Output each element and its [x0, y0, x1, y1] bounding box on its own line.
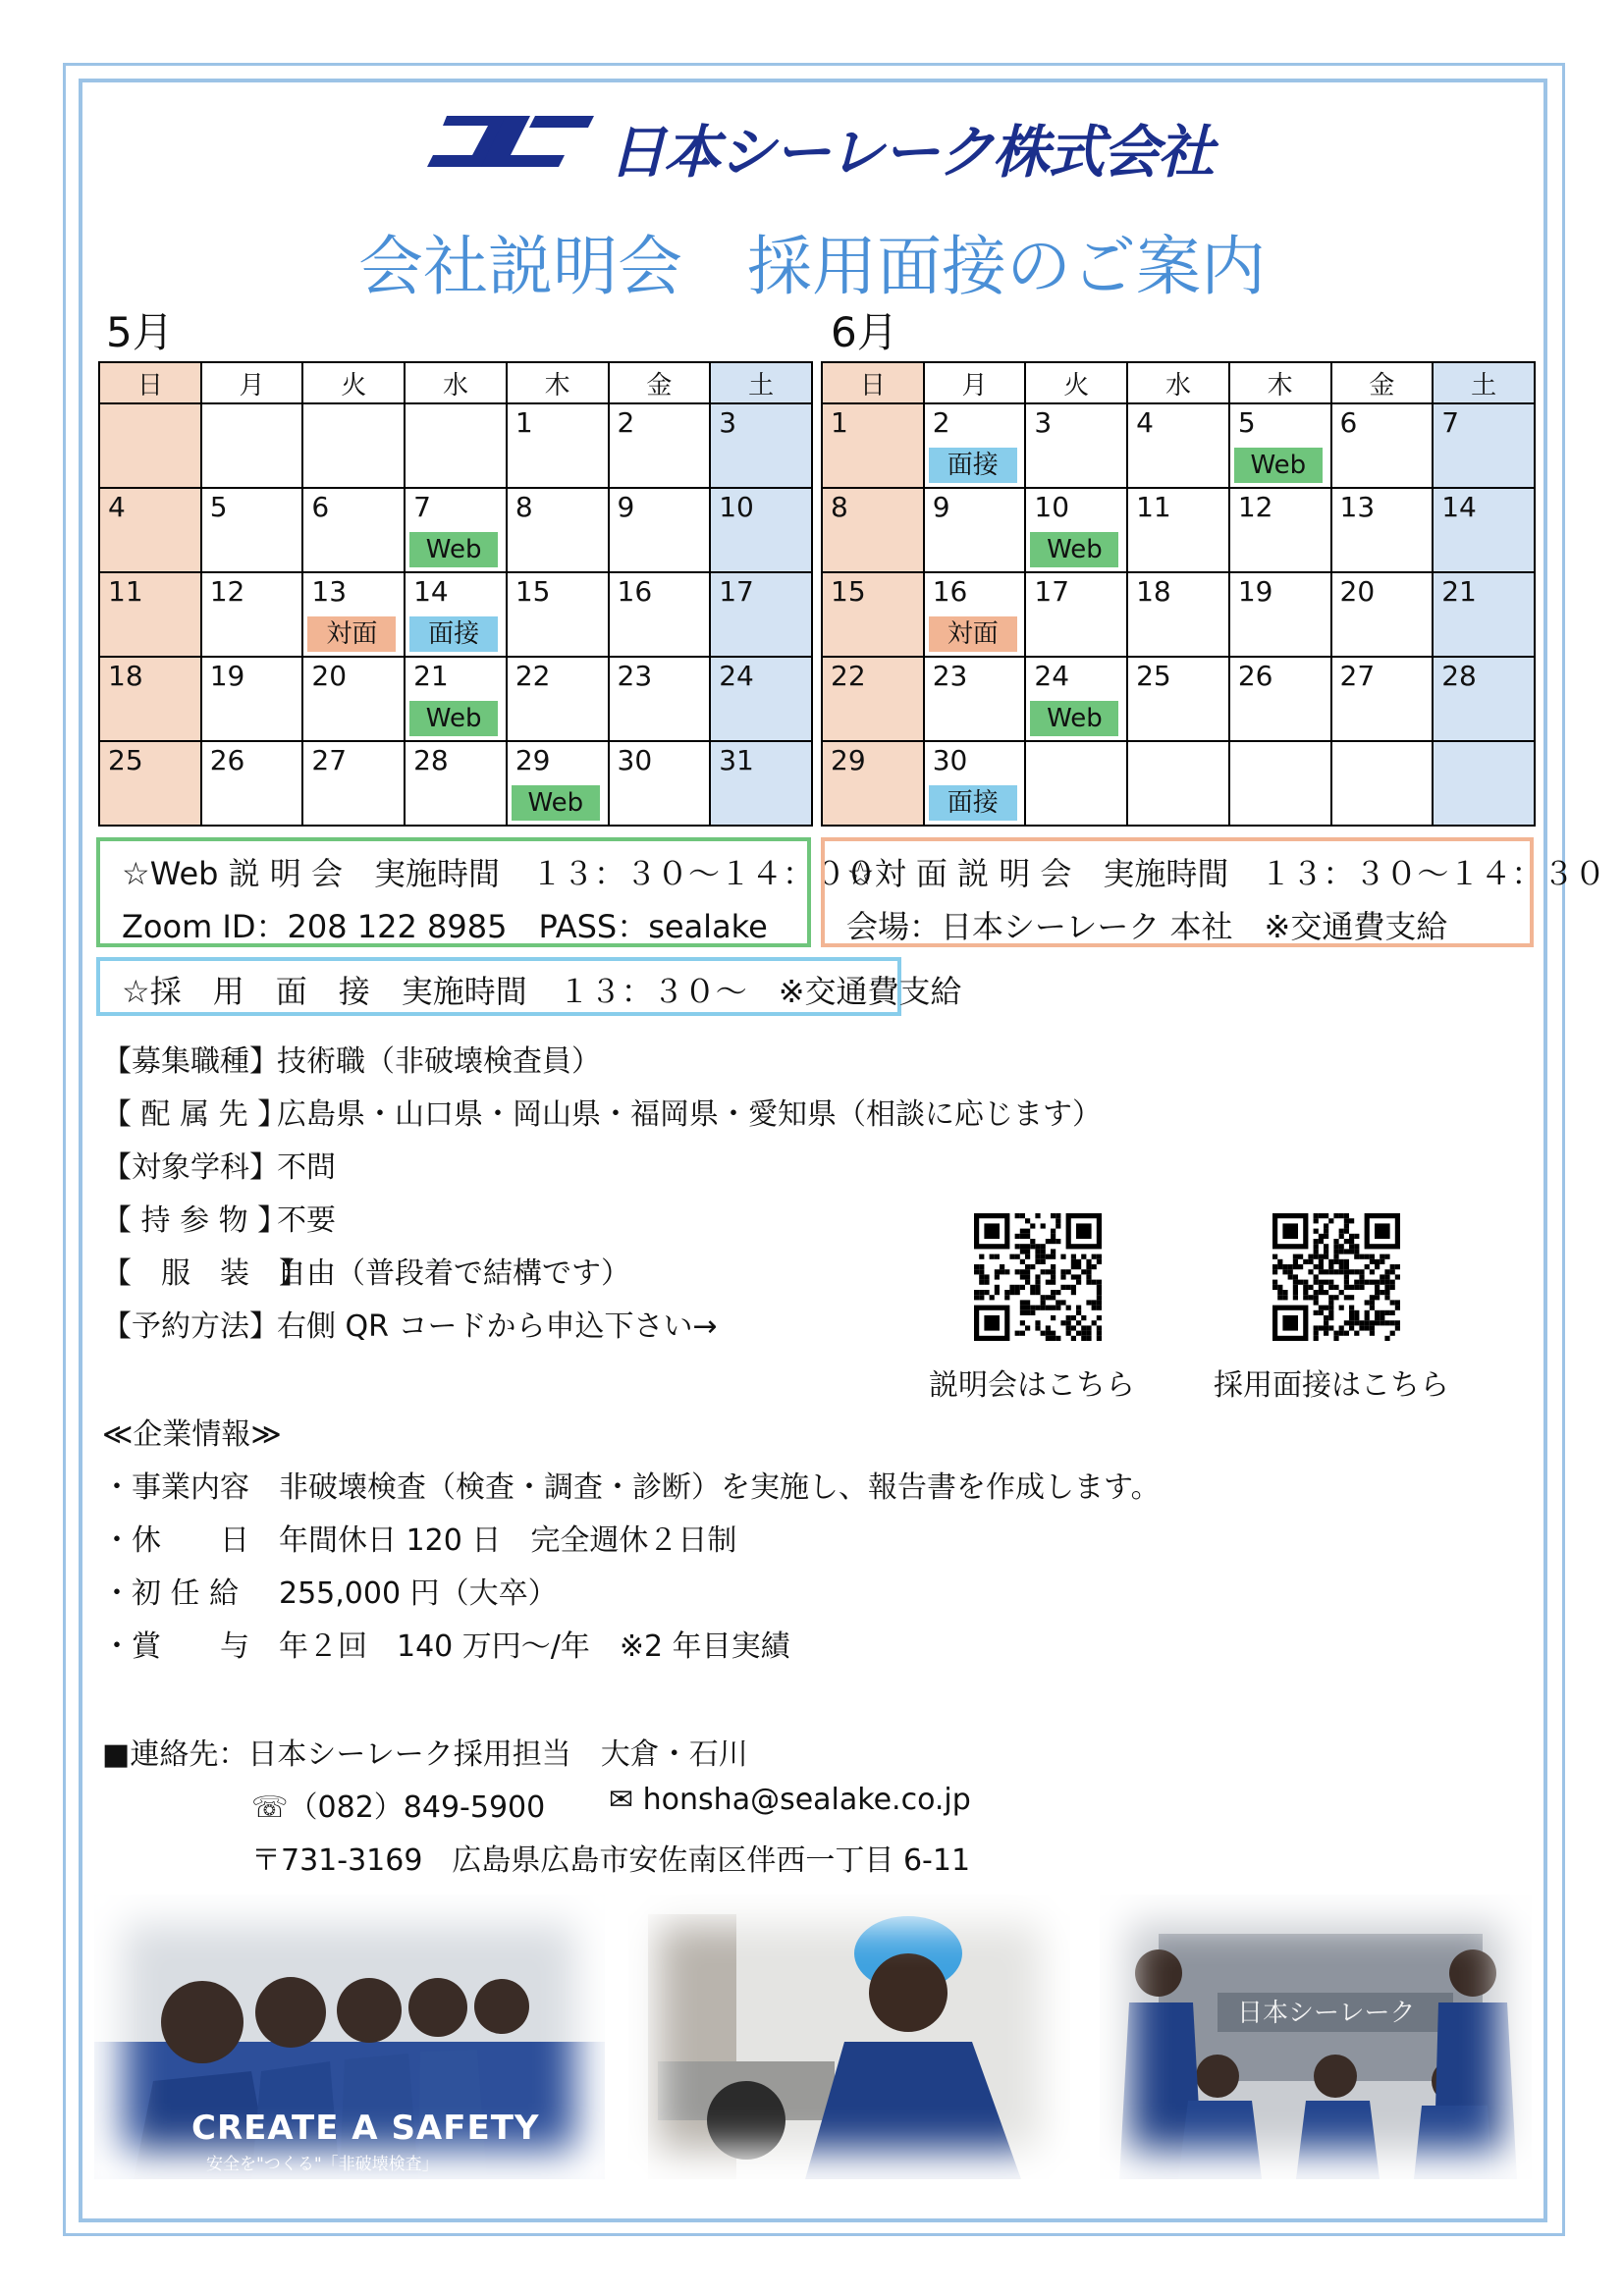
june-label: 6月 [831, 308, 898, 356]
event-tag-face: 対面 [307, 616, 396, 652]
info-value: 年２回 140 万円～/年 ※2 年目実績 [279, 1629, 790, 1664]
req-item [102, 1037, 601, 1080]
calendar-day-cell [1331, 488, 1434, 572]
calendar-day-cell[interactable] [1229, 403, 1331, 488]
day-number: 15 [831, 575, 866, 608]
calendar-week-row [822, 657, 1535, 741]
info-value: 年間休日 120 日 完全週休２日制 [279, 1523, 737, 1558]
day-number: 11 [108, 575, 143, 608]
req-key: 【募集職種】 [102, 1044, 279, 1079]
day-number: 18 [108, 660, 143, 692]
req-key: 【予約方法】 [102, 1309, 279, 1344]
weekday-header: 金 [609, 362, 711, 403]
day-number: 30 [617, 744, 653, 776]
calendar-day-cell [710, 741, 812, 826]
req-key: 【 配 属 先 】 [102, 1097, 288, 1132]
calendar-day-cell [1331, 657, 1434, 741]
day-number: 15 [514, 575, 551, 608]
day-number: 5 [209, 491, 228, 523]
req-key: 【 持 参 物 】 [102, 1203, 288, 1238]
calendar-day-cell [609, 488, 711, 572]
calendar-day-cell [405, 741, 507, 826]
web-seminar-zoom: Zoom ID：208 122 8985 PASS：sealake [122, 908, 768, 945]
req-value: 広島県・山口県・岡山県・福岡県・愛知県（相談に応じます） [277, 1097, 1102, 1132]
contact-phone[interactable]: ☏（082）849-5900 [251, 1790, 546, 1825]
calendar-day-cell [609, 657, 711, 741]
event-tag-web: Web [1030, 532, 1118, 567]
weekday-header: 金 [1331, 362, 1434, 403]
web-seminar-time: ☆Web 説 明 会 実施時間 １３：３０～１４：００ [122, 855, 877, 892]
seminar-qr-caption: 説明会はこちら [929, 1368, 1135, 1403]
day-number: 25 [108, 744, 143, 776]
calendar-week-row [99, 403, 812, 488]
calendar-day-cell [609, 572, 711, 657]
calendar-day-cell [201, 572, 303, 657]
day-number: 3 [719, 406, 737, 439]
calendar-day-cell [201, 741, 303, 826]
calendar-day-cell [609, 741, 711, 826]
day-number: 23 [932, 660, 968, 692]
weekday-header: 水 [405, 362, 507, 403]
calendar-day-cell [201, 488, 303, 572]
day-number: 30 [932, 744, 968, 776]
calendar-day-cell [1229, 657, 1331, 741]
event-tag-web: Web [1030, 701, 1118, 736]
day-number: 17 [719, 575, 754, 608]
calendar-day-cell [1025, 572, 1127, 657]
calendar-day-cell [302, 488, 405, 572]
event-tag-intv: 面接 [409, 616, 498, 652]
calendar-week-row [99, 572, 812, 657]
calendar-day-cell [1025, 741, 1127, 826]
day-number: 20 [1339, 575, 1376, 608]
calendar-day-cell [924, 657, 1026, 741]
day-number: 10 [1034, 491, 1070, 523]
calendar-week-row [822, 403, 1535, 488]
weekday-header: 月 [201, 362, 303, 403]
calendar-day-cell [1127, 403, 1229, 488]
calendar-day-cell [99, 488, 201, 572]
calendar-day-cell [1433, 403, 1535, 488]
calendar-day-cell [405, 403, 507, 488]
interview-time: ☆採 用 面 接 実施時間 １３：３０～ ※交通費支給 [122, 973, 962, 1010]
req-item [102, 1090, 1102, 1133]
day-number: 2 [617, 406, 635, 439]
info-key: ・休 日 [102, 1523, 249, 1558]
calendar-june [821, 361, 1536, 827]
calendar-week-row [822, 741, 1535, 826]
page-title: 会社説明会 採用面接のご案内 [358, 229, 1266, 304]
weekday-header: 土 [1433, 362, 1535, 403]
calendar-day-cell [1433, 572, 1535, 657]
calendar-week-row [822, 572, 1535, 657]
seminar-qr-code-icon[interactable] [974, 1213, 1102, 1341]
info-item [102, 1463, 1161, 1506]
interview-qr-code-icon[interactable] [1272, 1213, 1400, 1341]
calendar-day-cell [507, 572, 609, 657]
weekday-header: 日 [822, 362, 924, 403]
day-number: 6 [1339, 406, 1358, 439]
calendar-day-cell [822, 572, 924, 657]
day-number: 28 [1441, 660, 1477, 692]
calendar-day-cell[interactable] [924, 741, 1026, 826]
contact-address: 〒731-3169 広島県広島市安佐南区伴西一丁目 6-11 [251, 1843, 971, 1878]
calendar-day-cell [1433, 741, 1535, 826]
req-value: 不要 [277, 1203, 336, 1238]
day-number: 12 [1237, 491, 1273, 523]
calendar-day-cell [1229, 741, 1331, 826]
day-number: 14 [413, 575, 449, 608]
day-number: 5 [1237, 406, 1256, 439]
calendar-day-cell[interactable] [924, 403, 1026, 488]
calendar-day-cell[interactable] [507, 741, 609, 826]
calendar-week-row [99, 657, 812, 741]
face-seminar-venue: 会場：日本シーレーク 本社 ※交通費支給 [846, 908, 1448, 945]
info-key: ・賞 与 [102, 1629, 249, 1664]
calendar-day-cell [924, 488, 1026, 572]
weekday-header: 木 [507, 362, 609, 403]
calendar-day-cell [1331, 403, 1434, 488]
req-item [102, 1196, 336, 1239]
calendar-day-cell [1127, 657, 1229, 741]
day-number: 29 [831, 744, 866, 776]
calendar-day-cell[interactable] [302, 572, 405, 657]
day-number: 7 [1441, 406, 1460, 439]
calendar-week-row [822, 488, 1535, 572]
day-number: 22 [831, 660, 866, 692]
calendar-day-cell[interactable] [924, 572, 1026, 657]
req-value: 自由（普段着で結構です） [277, 1256, 630, 1291]
day-number: 18 [1136, 575, 1171, 608]
calendar-day-cell [710, 572, 812, 657]
calendar-week-row [99, 741, 812, 826]
day-number: 27 [1339, 660, 1376, 692]
calendar-day-cell [609, 403, 711, 488]
req-item [102, 1143, 336, 1186]
calendar-day-cell [201, 403, 303, 488]
contact-heading: ■連絡先：日本シーレーク採用担当 大倉・石川 [102, 1737, 748, 1772]
req-key: 【 服 装 】 [102, 1256, 308, 1291]
day-number: 19 [209, 660, 245, 692]
calendar-day-cell [822, 657, 924, 741]
calendar-day-cell [710, 488, 812, 572]
calendar-day-cell [99, 403, 201, 488]
day-number: 2 [932, 406, 950, 439]
weekday-header: 火 [302, 362, 405, 403]
req-value: 技術職（非破壊検査員） [277, 1044, 601, 1079]
day-number: 8 [831, 491, 848, 523]
may-label: 5月 [106, 308, 174, 356]
day-number: 31 [719, 744, 754, 776]
calendar-week-row [99, 488, 812, 572]
day-number: 8 [514, 491, 533, 523]
event-tag-face: 対面 [929, 616, 1017, 652]
day-number: 9 [932, 491, 950, 523]
calendar-day-cell [710, 403, 812, 488]
info-value: 非破壊検査（検査・調査・診断）を実施し、報告書を作成します。 [279, 1470, 1161, 1505]
calendar-day-cell [99, 572, 201, 657]
weekday-header-row [822, 362, 1535, 403]
event-tag-web: Web [409, 701, 498, 736]
calendar-day-cell[interactable] [405, 572, 507, 657]
calendar-day-cell [1127, 741, 1229, 826]
photo-fade [1100, 1895, 1532, 2179]
weekday-header: 土 [710, 362, 812, 403]
req-item [102, 1249, 630, 1292]
interview-qr-caption: 採用面接はこちら [1214, 1368, 1449, 1403]
req-item [102, 1302, 718, 1345]
day-number: 19 [1237, 575, 1273, 608]
event-tag-intv: 面接 [929, 785, 1017, 821]
calendar-day-cell [1229, 572, 1331, 657]
calendar-day-cell[interactable] [1025, 488, 1127, 572]
calendar-day-cell [822, 488, 924, 572]
calendar-day-cell [1433, 488, 1535, 572]
day-number: 7 [413, 491, 431, 523]
day-number: 16 [932, 575, 968, 608]
calendar-day-cell [507, 488, 609, 572]
day-number: 21 [413, 660, 449, 692]
calendar-day-cell [1433, 657, 1535, 741]
req-value: 右側 QR コードから申込下さい→ [277, 1309, 718, 1344]
day-number: 24 [1034, 660, 1070, 692]
photo-slogan-sub: 安全を"つくる"「非破壊検査」 [206, 2155, 439, 2174]
photo-sign-text: 日本シーレーク [1237, 1999, 1416, 2028]
day-number: 26 [209, 744, 245, 776]
day-number: 1 [831, 406, 848, 439]
event-tag-intv: 面接 [929, 448, 1017, 483]
info-item [102, 1622, 790, 1665]
photo-slogan: CREATE A SAFETY [191, 2109, 540, 2148]
info-value: 255,000 円（大卒） [279, 1576, 558, 1611]
day-number: 25 [1136, 660, 1171, 692]
calendar-may [98, 361, 813, 827]
calendar-day-cell[interactable] [405, 488, 507, 572]
day-number: 29 [514, 744, 551, 776]
calendar-day-cell [822, 741, 924, 826]
req-value: 不問 [277, 1150, 336, 1185]
calendar-day-cell [302, 657, 405, 741]
interview-box [96, 957, 962, 1016]
contact-email[interactable]: ✉ honsha@sealake.co.jp [609, 1783, 971, 1817]
calendar-day-cell [1331, 572, 1434, 657]
calendar-day-cell [1127, 572, 1229, 657]
calendar-day-cell [99, 657, 201, 741]
day-number: 12 [209, 575, 245, 608]
face-seminar-box [821, 837, 1606, 947]
calendar-day-cell [201, 657, 303, 741]
day-number: 20 [311, 660, 348, 692]
calendar-day-cell [822, 403, 924, 488]
calendar-day-cell [302, 403, 405, 488]
web-seminar-box [96, 837, 877, 947]
company-name: 日本シーレーク株式会社 [609, 119, 1213, 186]
weekday-header: 日 [99, 362, 201, 403]
info-key: ・事業内容 [102, 1470, 249, 1505]
day-number: 9 [617, 491, 635, 523]
face-seminar-time: ☆対 面 説 明 会 実施時間 １３：３０～１４：３０ [846, 855, 1606, 892]
day-number: 24 [719, 660, 754, 692]
day-number: 22 [514, 660, 551, 692]
photo-inspector-working [628, 1895, 1070, 2179]
weekday-header: 火 [1025, 362, 1127, 403]
weekday-header: 木 [1229, 362, 1331, 403]
weekday-header: 月 [924, 362, 1026, 403]
photo-fade [628, 1895, 1070, 2179]
day-number: 4 [1136, 406, 1154, 439]
day-number: 14 [1441, 491, 1477, 523]
logo-mark-icon [427, 116, 594, 167]
calendar-day-cell [710, 657, 812, 741]
calendar-day-cell [1331, 741, 1434, 826]
day-number: 4 [108, 491, 126, 523]
day-number: 3 [1034, 406, 1053, 439]
calendar-day-cell [302, 741, 405, 826]
calendar-day-cell [1127, 488, 1229, 572]
day-number: 23 [617, 660, 653, 692]
day-number: 10 [719, 491, 754, 523]
event-tag-web: Web [1234, 448, 1323, 483]
day-number: 21 [1441, 575, 1477, 608]
day-number: 11 [1136, 491, 1171, 523]
calendar-day-cell [507, 403, 609, 488]
calendar-day-cell [99, 741, 201, 826]
photo-team-group [1100, 1895, 1532, 2179]
info-item [102, 1569, 558, 1612]
weekday-header-row [99, 362, 812, 403]
weekday-header: 水 [1127, 362, 1229, 403]
info-item [102, 1516, 736, 1559]
event-tag-web: Web [512, 785, 600, 821]
day-number: 1 [514, 406, 533, 439]
calendar-day-cell[interactable] [405, 657, 507, 741]
req-key: 【対象学科】 [102, 1150, 279, 1185]
calendar-day-cell [507, 657, 609, 741]
event-tag-web: Web [409, 532, 498, 567]
day-number: 13 [311, 575, 348, 608]
calendar-day-cell[interactable] [1025, 657, 1127, 741]
day-number: 16 [617, 575, 653, 608]
info-key: ・初 任 給 [102, 1576, 240, 1611]
day-number: 27 [311, 744, 348, 776]
day-number: 17 [1034, 575, 1070, 608]
day-number: 26 [1237, 660, 1273, 692]
day-number: 13 [1339, 491, 1376, 523]
day-number: 6 [311, 491, 330, 523]
calendar-day-cell [1025, 403, 1127, 488]
calendar-day-cell [1229, 488, 1331, 572]
day-number: 28 [413, 744, 449, 776]
company-info-heading: ≪企業情報≫ [102, 1417, 282, 1452]
